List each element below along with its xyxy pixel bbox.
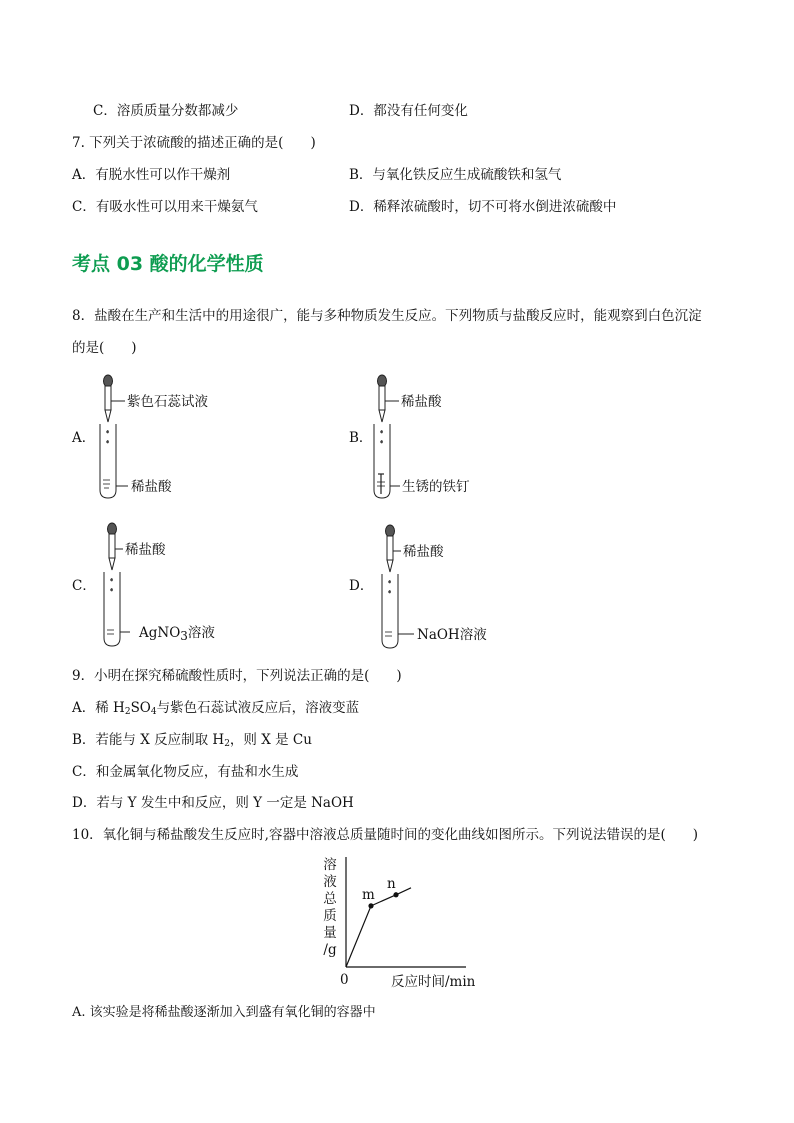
dropper-icon <box>104 375 113 422</box>
point-label-n: n <box>387 875 396 892</box>
series-line <box>346 888 411 967</box>
q7-option-b: B．与氧化铁反应生成硫酸铁和氢气 <box>349 167 562 183</box>
q9-option-d: D．若与 Y 发生中和反应，则 Y 一定是 NaOH <box>72 795 354 811</box>
q6-option-c: C．溶质质量分数都减少 <box>93 103 239 119</box>
test-tube-icon <box>100 424 116 498</box>
dropper-icon <box>386 525 395 572</box>
y-axis-label-char: 量 <box>323 925 337 941</box>
point-m <box>368 903 373 908</box>
q9-stem: 9．小明在探究稀硫酸性质时，下列说法正确的是( ) <box>72 668 402 684</box>
q9-option-a: A．稀 $H_2SO_4$与紫色石蕊试液反应后，溶液变蓝 <box>72 700 360 717</box>
q7-stem: 7. 下列关于浓硫酸的描述正确的是( ) <box>72 135 316 151</box>
dropper-icon <box>108 523 117 570</box>
point-n <box>393 892 398 897</box>
q8-stem-line2: 的是( ) <box>72 340 137 356</box>
tube-label: 生锈的铁钉 <box>402 479 470 495</box>
y-axis-label-char: 液 <box>323 874 337 890</box>
dropper-label: 紫色石蕊试液 <box>127 394 208 410</box>
q8-option-c-letter: C． <box>72 578 96 594</box>
y-axis-label-char: 溶 <box>323 857 337 873</box>
q9-option-c: C．和金属氧化物反应，有盐和水生成 <box>72 764 299 780</box>
q7-option-d: D．稀释浓硫酸时，切不可将水倒进浓硫酸中 <box>349 199 617 215</box>
dropper-icon <box>378 375 387 422</box>
q6-option-d: D．都没有任何变化 <box>349 103 468 119</box>
test-tube-icon <box>382 574 398 648</box>
q8-stem-line1: 8．盐酸在生产和生活中的用途很广，能与多种物质发生反应。下列物质与盐酸反应时，能观察到白色沉淀 <box>72 308 702 324</box>
apparatus-d <box>377 520 527 655</box>
tube-label: 稀盐酸 <box>131 479 172 495</box>
q8-option-b-letter: B． <box>349 430 373 446</box>
apparatus-a <box>95 370 245 505</box>
y-axis-label-char: 质 <box>323 908 337 924</box>
dropper-label: 稀盐酸 <box>403 544 444 560</box>
q8-option-d-letter: D． <box>349 578 374 594</box>
dropper-label: 稀盐酸 <box>401 394 442 410</box>
apparatus-b <box>369 370 519 505</box>
tube-label: AgNO3溶液 <box>139 625 215 643</box>
test-tube-icon <box>374 424 390 498</box>
tube-label: NaOH溶液 <box>417 627 487 643</box>
dropper-label: 稀盐酸 <box>125 542 166 558</box>
y-axis-label-char: /g <box>323 942 337 958</box>
test-tube-icon <box>104 572 120 646</box>
q10-option-a: A. 该实验是将稀盐酸逐渐加入到盛有氧化铜的容器中 <box>72 1005 376 1020</box>
origin-label: 0 <box>340 972 349 988</box>
q7-option-a: A．有脱水性可以作干燥剂 <box>72 167 231 183</box>
point-label-m: m <box>362 886 375 903</box>
apparatus-c <box>99 518 249 653</box>
q8-option-a-letter: A． <box>72 430 96 446</box>
q10-stem: 10．氧化铜与稀盐酸发生反应时,容器中溶液总质量随时间的变化曲线如图所示。下列说法错误的是( ) <box>72 827 699 843</box>
y-axis-label-char: 总 <box>323 891 337 907</box>
q7-option-c: C．有吸水性可以用来干燥氨气 <box>72 199 258 215</box>
q9-option-b: B．若能与 X 反应制取 $H_2$，则 X 是 Cu <box>72 732 312 749</box>
x-axis-label: 反应时间/min <box>391 974 476 990</box>
section-heading: 考点 03 酸的化学性质 <box>72 253 264 275</box>
mass-time-chart <box>318 855 498 995</box>
